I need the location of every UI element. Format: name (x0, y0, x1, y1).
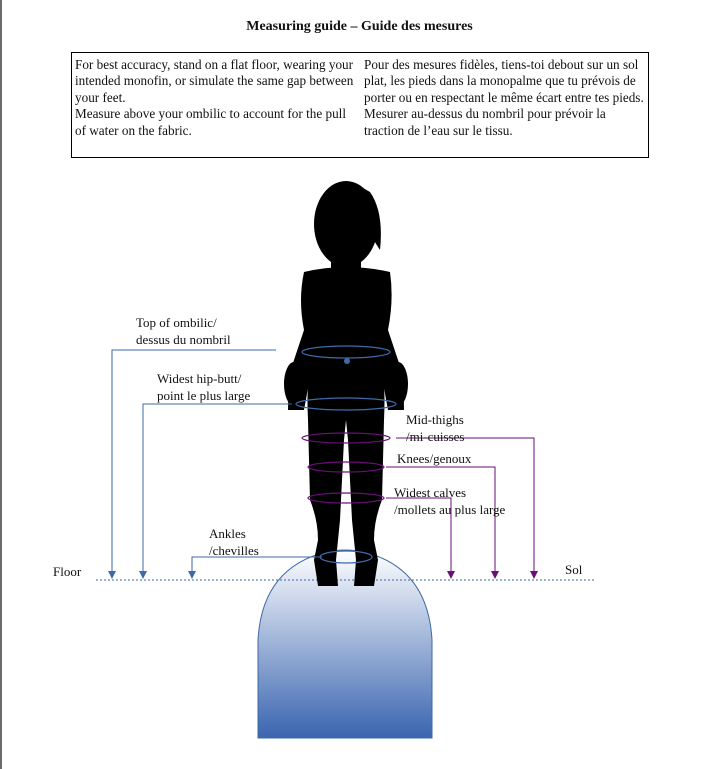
label-midthighs-fr: /mi-cuisses (406, 429, 465, 444)
label-ombilic-fr: dessus du nombril (136, 332, 231, 347)
label-calves-en: Widest calves (394, 485, 467, 500)
label-calves-fr: /mollets au plus large (394, 502, 506, 517)
label-hip (157, 370, 250, 404)
label-knees-text: Knees/genoux (397, 451, 472, 466)
page-title: Measuring guide – Guide des mesures (246, 19, 473, 34)
label-sol: Sol (565, 562, 583, 577)
instruction-fr-1: Pour des mesures fidèles, tiens-toi debout sur un sol plat, les pieds dans la monopalme que tu prévois de porter ou en respectant le même écart entre tes pieds. (364, 57, 644, 105)
label-ombilic-en: Top of ombilic/ (136, 315, 217, 330)
label-floor: Floor (53, 564, 82, 579)
label-knees (397, 450, 471, 467)
label-midthighs-en: Mid-thighs (406, 412, 464, 427)
instruction-fr-2: Mesurer au-dessus du nombril pour prévoir la traction de l’eau sur le tissu. (364, 106, 606, 138)
label-hip-fr: point le plus large (157, 388, 251, 403)
label-midthighs (406, 411, 465, 445)
instruction-en-1: For best accuracy, stand on a flat floor, wearing your intended monofin, or simulate the same gap between your feet. (75, 57, 354, 105)
label-ankles (209, 525, 259, 559)
label-ankles-fr: /chevilles (209, 543, 259, 558)
ombilic-dot (344, 358, 350, 364)
body-silhouette (284, 181, 408, 586)
label-ombilic (136, 314, 231, 348)
monofin-shape (258, 550, 432, 738)
label-hip-en: Widest hip-butt/ (157, 371, 242, 386)
label-calves (394, 484, 505, 518)
instruction-en-2: Measure above your ombilic to account for the pull of water on the fabric. (75, 106, 346, 138)
label-ankles-en: Ankles (209, 526, 246, 541)
